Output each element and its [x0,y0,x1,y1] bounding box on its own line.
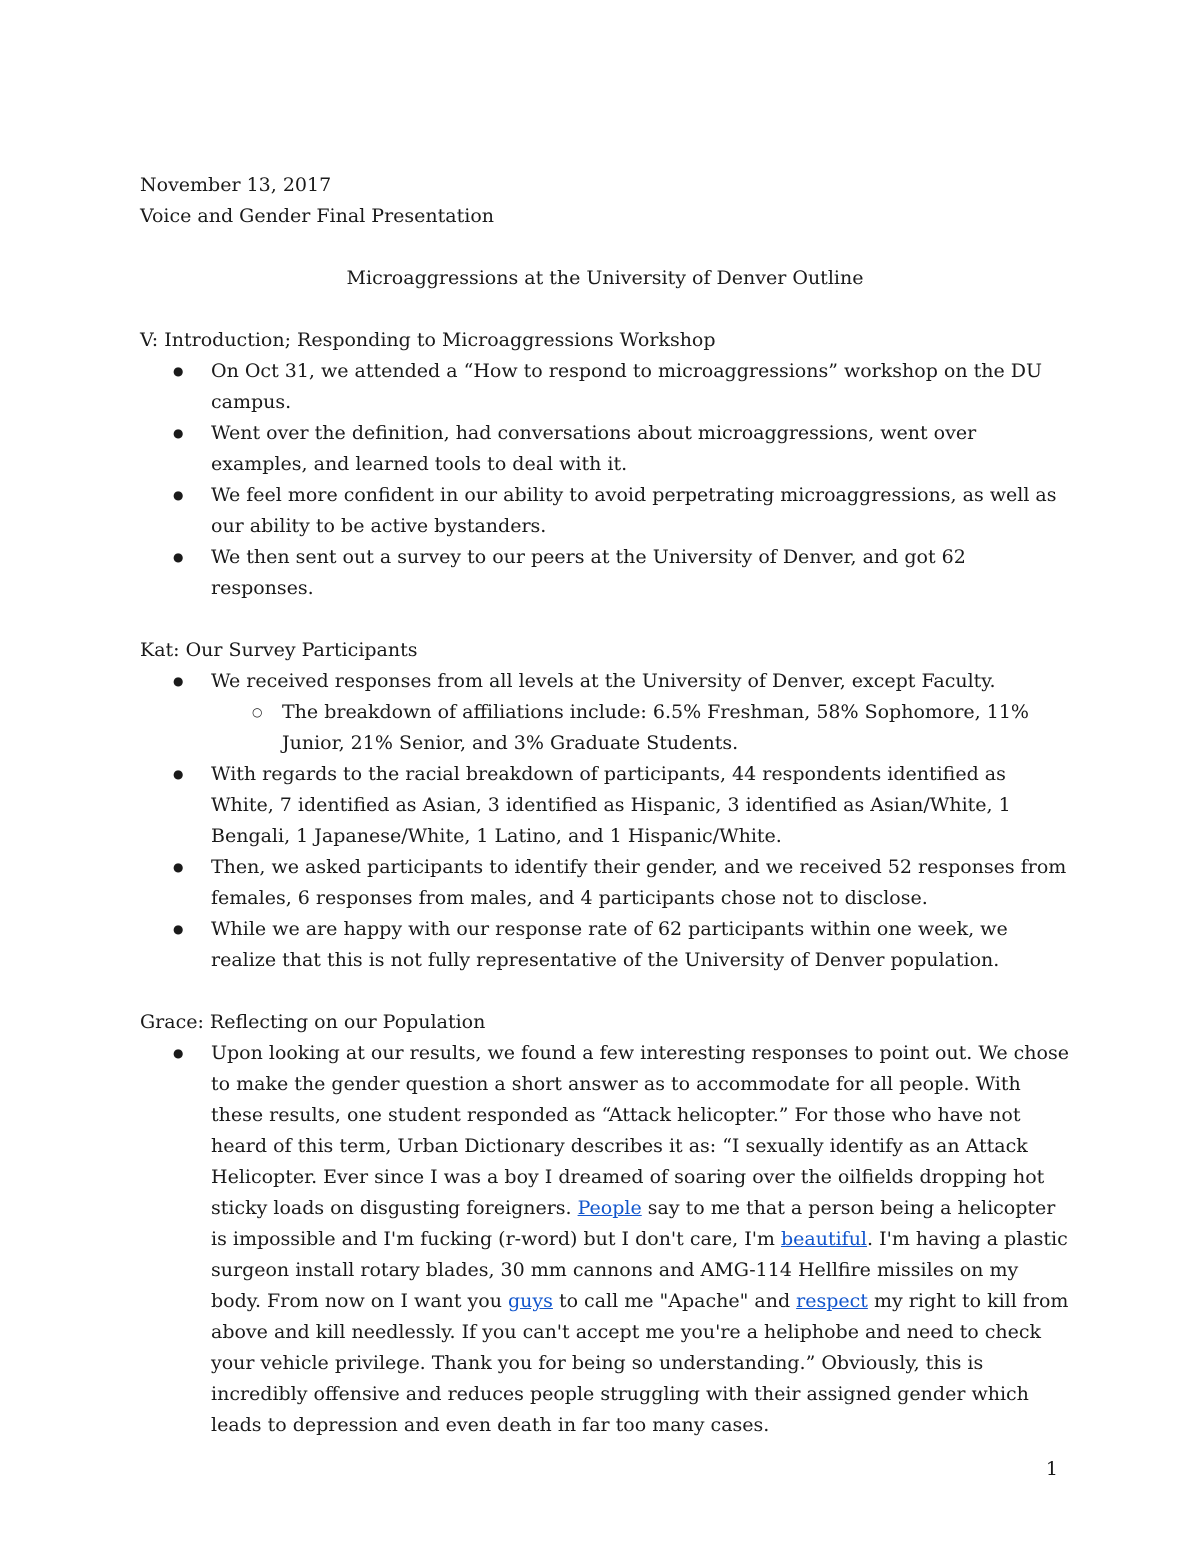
list-item: ● Then, we asked participants to identify their gender, and we received 52 responses from females, 6 responses from males, and 4 participants chose not to disclose. [211,852,1070,914]
section-heading-reflecting-population: Grace: Reflecting on our Population [140,1011,486,1033]
paragraph-text: say to me that a person being a helicopter is impossible and I'm fucking (r-word) but I don't care, I'm [211,1197,1056,1250]
link-respect[interactable]: respect [796,1290,868,1312]
list-item: ● With regards to the racial breakdown of participants, 44 respondents identified as White, 7 identified as Asian, 3 identified as Hispanic, 3 identified as Asian/White, 1 Bengali, 1 Japanese/White, 1 Latino, and 1 Hispanic/White. [211,759,1070,852]
document-course: Voice and Gender Final Presentation [140,205,495,227]
paragraph-text: my right to kill from above and kill needlessly. If you can't accept me you're a heliphobe and need to check your vehicle privilege. Thank you for being so understanding.” Obviously, this is incredibly offensive and reduces people struggling with their assigned gender which leads to depression and even death in far too many cases. [211,1290,1069,1436]
list-item: ● On Oct 31, we attended a “How to respond to microaggressions” workshop on the DU campus. [211,356,1070,418]
sub-list-item: ○ The breakdown of affiliations include: 6.5% Freshman, 58% Sophomore, 11% Junior, 21% Senior, and 3% Graduate Students. [282,697,1070,759]
list-item-text: We received responses from all levels at the University of Denver, except Faculty. [211,670,996,692]
link-beautiful[interactable]: beautiful [780,1228,868,1250]
document-title: Microaggressions at the University of Denver Outline [346,267,864,289]
paragraph-text: to call me "Apache" and [552,1290,797,1312]
link-people[interactable]: People [577,1197,642,1219]
document-page [140,170,1070,1441]
list-item: ● We feel more confident in our ability to avoid perpetrating microaggressions, as well as our ability to be active bystanders. [211,480,1070,542]
section-heading-introduction: V: Introduction; Responding to Microaggressions Workshop [140,329,716,351]
bullet-list-reflecting-population [140,1038,1070,1441]
paragraph-text: Upon looking at our results, we found a few interesting responses to point out. We chose to make the gender question a short answer as to accommodate for all people. With these results, one student responded as “Attack helicopter.” For those who have not heard of this term, Urban Dictionary describes it as: “I sexually identify as an Attack Helicopter. Ever since I was a boy I dreamed of soaring over the oilfields dropping hot sticky loads on disgusting foreigners. [211,1042,1069,1219]
document-date: November 13, 2017 [140,174,332,196]
list-item: ● We then sent out a survey to our peers at the University of Denver, and got 62 responses. [211,542,1070,604]
list-item [211,1038,1070,1441]
sub-bullet-list [211,697,1070,759]
paragraph-text: . I'm having a plastic surgeon install rotary blades, 30 mm cannons and AMG-114 Hellfire missiles on my body. From now on I want you [211,1228,1068,1312]
page-number: 1 [1045,1458,1058,1480]
link-guys[interactable]: guys [508,1290,553,1312]
bullet-list-survey-participants [140,666,1070,976]
bullet-list-introduction [140,356,1070,604]
list-item: ● Went over the definition, had conversations about microaggressions, went over examples, and learned tools to deal with it. [211,418,1070,480]
list-item [211,666,1070,759]
section-heading-survey-participants: Kat: Our Survey Participants [140,639,418,661]
list-item: ● While we are happy with our response rate of 62 participants within one week, we realize that this is not fully representative of the University of Denver population. [211,914,1070,976]
